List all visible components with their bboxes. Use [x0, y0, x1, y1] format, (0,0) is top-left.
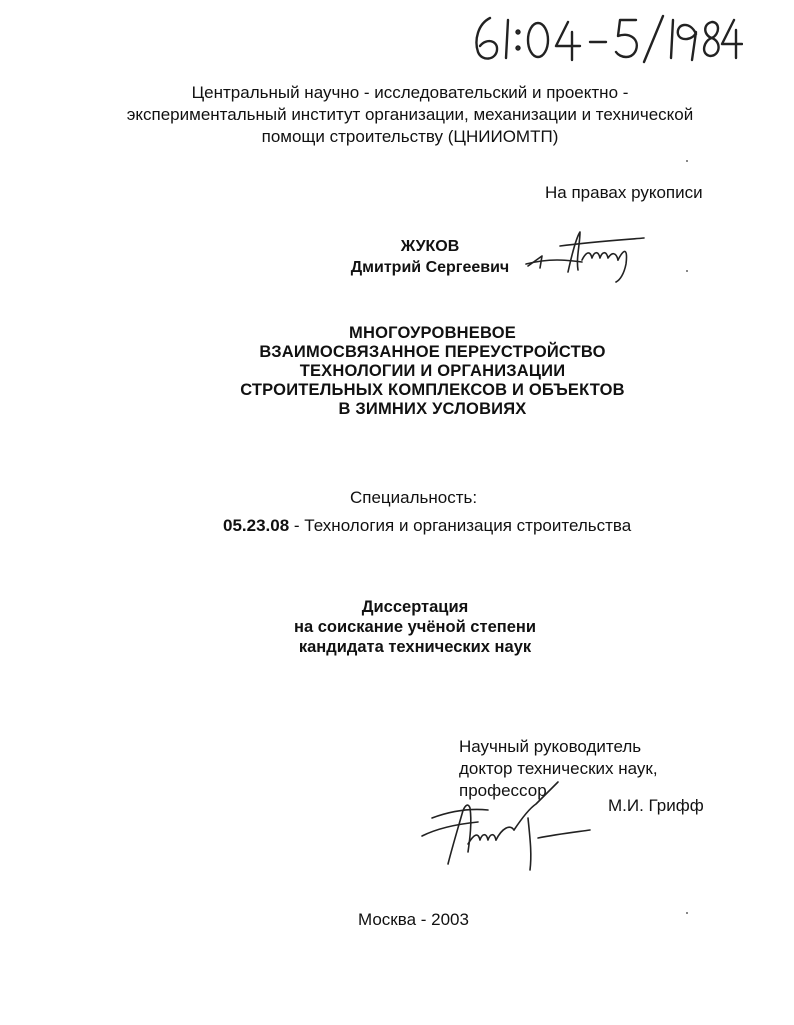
scan-speck — [686, 160, 688, 162]
degree-line: Диссертация — [361, 598, 469, 616]
title-line: СТРОИТЕЛЬНЫХ КОМПЛЕКСОВ И ОБЪЕКТОВ — [240, 381, 625, 399]
degree-statement — [250, 597, 580, 657]
adviser-role-line: Научный руководитель — [459, 737, 642, 756]
institute-name — [100, 82, 720, 148]
dissertation-title — [150, 324, 715, 419]
title-line: В ЗИМНИХ УСЛОВИЯХ — [338, 400, 527, 418]
institute-line: Центральный научно - исследовательский и проектно - — [191, 83, 629, 102]
adviser-signature — [418, 778, 593, 873]
title-line: ТЕХНОЛОГИИ И ОРГАНИЗАЦИИ — [299, 362, 566, 380]
title-line: ВЗАИМОСВЯЗАННОЕ ПЕРЕУСТРОЙСТВО — [259, 343, 606, 361]
city-year: Москва - 2003 — [358, 910, 469, 929]
institute-line: помощи строительству (ЦНИИОМТП) — [261, 127, 559, 146]
scan-speck — [686, 270, 688, 272]
handwritten-archive-number — [468, 10, 743, 66]
author-given-names: Дмитрий Сергеевич — [350, 259, 510, 276]
adviser-name: М.И. Грифф — [608, 796, 704, 815]
title-line: МНОГОУРОВНЕВОЕ — [349, 324, 516, 342]
rights-note: На правах рукописи — [545, 183, 703, 202]
degree-line: на соискание учёной степени — [294, 618, 536, 636]
specialty-line — [223, 516, 631, 536]
scan-speck — [686, 912, 688, 914]
author-signature — [520, 224, 650, 284]
adviser-role-line: доктор технических наук, — [459, 759, 658, 778]
degree-line: кандидата технических наук — [298, 638, 532, 656]
specialty-label: Специальность: — [350, 488, 478, 507]
author-block — [330, 236, 530, 278]
author-surname: ЖУКОВ — [400, 238, 460, 255]
specialty-code: 05.23.08 — [223, 516, 290, 535]
specialty-name: - Технология и организация строительства — [289, 516, 632, 535]
adviser-role-line: профессор — [459, 781, 547, 800]
institute-line: экспериментальный институт организации, механизации и технической — [126, 105, 694, 124]
